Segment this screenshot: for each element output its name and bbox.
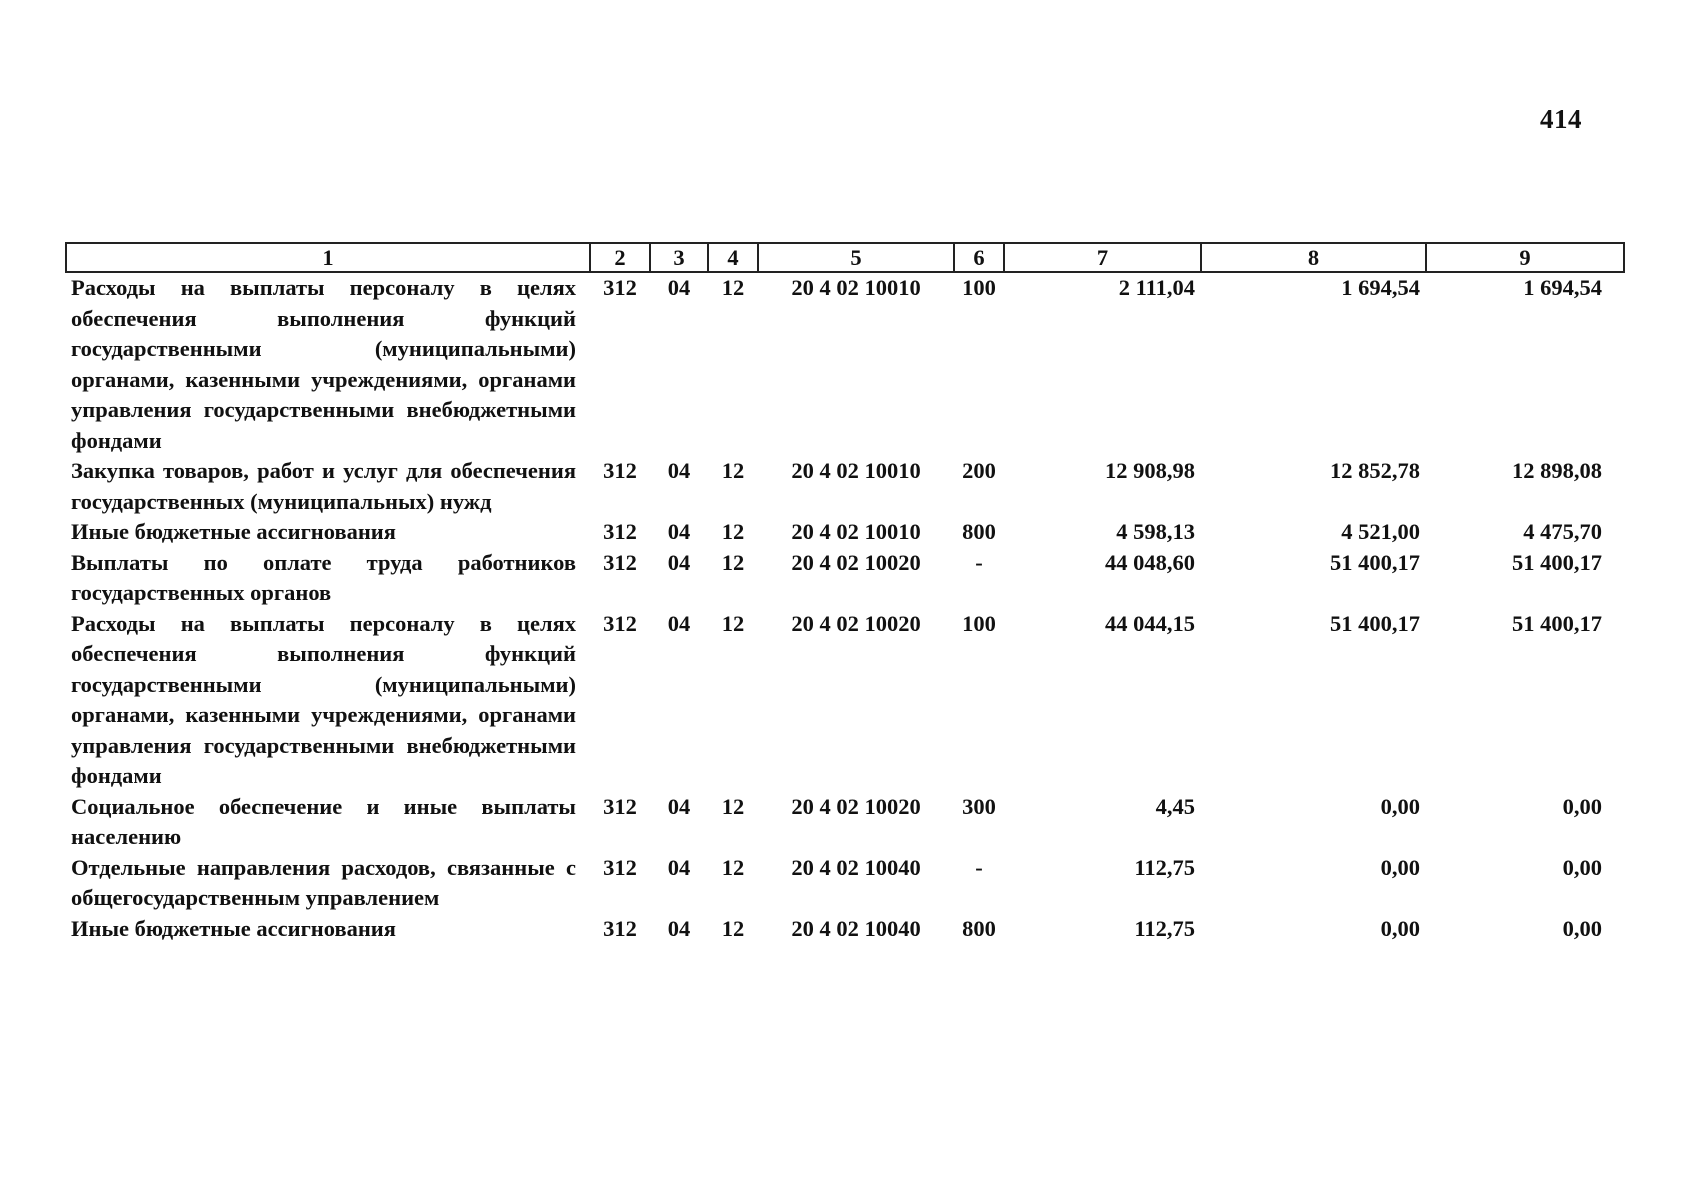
budget-table [65,242,1625,944]
row-name: Выплаты по оплате труда работников государственных органов [71,549,576,605]
row-expense-type: 100 [962,610,996,636]
row-section: 04 [667,458,691,483]
row-amount-col-9: 0,00 [1562,793,1602,819]
row-name: Иные бюджетные ассигнования [71,915,396,941]
table-row [66,548,1624,609]
table-row [66,914,1624,945]
row-target-article: 20 4 02 10040 [791,915,921,941]
row-target-article: 20 4 02 10020 [791,610,921,636]
row-subsection: 12 [721,793,745,819]
row-expense-type: - [975,549,983,575]
row-target-article: 20 4 02 10010 [791,275,921,300]
row-section: 04 [667,915,691,941]
header-col-8: 8 [1201,243,1426,272]
header-col-7: 7 [1004,243,1201,272]
table-row [66,272,1624,456]
row-name: Расходы на выплаты персоналу в целях обеспечения выполнения функций государственными (муниципальными) органами, казенными учреждениями, органами управления государственными внебюджетными фондами [71,610,576,788]
row-expense-type: 800 [962,915,996,941]
row-section: 04 [667,275,691,300]
row-subsection: 12 [721,549,745,575]
row-amount-col-8: 0,00 [1380,854,1420,880]
row-subsection: 12 [721,915,745,941]
row-code: 312 [603,610,637,636]
row-section: 04 [667,854,691,880]
row-name: Расходы на выплаты персоналу в целях обеспечения выполнения функций государственными (муниципальными) органами, казенными учреждениями, органами управления государственными внебюджетными фондами [71,275,576,453]
table-row [66,456,1624,517]
row-amount-col-9: 51 400,17 [1512,610,1602,636]
row-amount-col-8: 0,00 [1380,915,1420,941]
row-amount-col-8: 1 694,54 [1341,275,1420,300]
row-expense-type: - [975,854,983,880]
row-amount-col-9: 0,00 [1562,915,1602,941]
row-amount-col-9: 1 694,54 [1523,275,1602,300]
row-target-article: 20 4 02 10010 [791,519,921,544]
table-row [66,792,1624,853]
row-amount-col-7: 112,75 [1134,915,1195,941]
row-code: 312 [603,549,637,575]
row-amount-col-9: 51 400,17 [1512,549,1602,575]
row-expense-type: 300 [962,793,996,819]
header-col-2: 2 [590,243,650,272]
table-row [66,853,1624,914]
row-section: 04 [667,610,691,636]
row-code: 312 [603,793,637,819]
row-amount-col-8: 51 400,17 [1330,549,1420,575]
row-amount-col-7: 112,75 [1134,854,1195,880]
row-subsection: 12 [721,519,745,544]
header-col-1: 1 [66,243,590,272]
row-target-article: 20 4 02 10010 [791,458,921,483]
header-row [66,243,1624,272]
row-name: Закупка товаров, работ и услуг для обеспечения государственных (муниципальных) нужд [71,458,576,514]
row-subsection: 12 [721,458,745,483]
row-amount-col-8: 4 521,00 [1341,519,1420,544]
row-code: 312 [603,519,637,544]
row-amount-col-8: 51 400,17 [1330,610,1420,636]
table-row [66,609,1624,792]
row-amount-col-9: 12 898,08 [1512,458,1602,483]
header-col-3: 3 [650,243,708,272]
row-amount-col-9: 0,00 [1562,854,1602,880]
row-expense-type: 200 [962,458,996,483]
row-expense-type: 100 [962,275,996,300]
row-code: 312 [603,854,637,880]
row-subsection: 12 [721,275,745,300]
row-target-article: 20 4 02 10020 [791,793,921,819]
row-amount-col-7: 12 908,98 [1105,458,1195,483]
row-expense-type: 800 [962,519,996,544]
row-amount-col-7: 2 111,04 [1118,275,1195,300]
header-col-5: 5 [758,243,954,272]
row-code: 312 [603,275,637,300]
row-section: 04 [667,793,691,819]
row-name: Социальное обеспечение и иные выплаты населению [71,793,576,849]
table-body [66,272,1624,944]
table-header [66,243,1624,272]
header-col-4: 4 [708,243,758,272]
row-code: 312 [603,915,637,941]
page-number: 414 [1540,104,1582,134]
row-amount-col-7: 44 048,60 [1105,549,1195,575]
row-name: Иные бюджетные ассигнования [71,519,396,544]
row-section: 04 [667,519,691,544]
row-amount-col-8: 12 852,78 [1330,458,1420,483]
row-amount-col-8: 0,00 [1380,793,1420,819]
row-amount-col-7: 4,45 [1155,793,1195,819]
row-code: 312 [603,458,637,483]
row-subsection: 12 [721,854,745,880]
header-col-6: 6 [954,243,1004,272]
table-row [66,517,1624,548]
row-amount-col-7: 44 044,15 [1105,610,1195,636]
row-target-article: 20 4 02 10040 [791,854,921,880]
row-name: Отдельные направления расходов, связанные с общегосударственным управлением [71,854,576,910]
header-col-9: 9 [1426,243,1624,272]
row-subsection: 12 [721,610,745,636]
row-section: 04 [667,549,691,575]
row-amount-col-7: 4 598,13 [1116,519,1195,544]
row-target-article: 20 4 02 10020 [791,549,921,575]
row-amount-col-9: 4 475,70 [1523,519,1602,544]
